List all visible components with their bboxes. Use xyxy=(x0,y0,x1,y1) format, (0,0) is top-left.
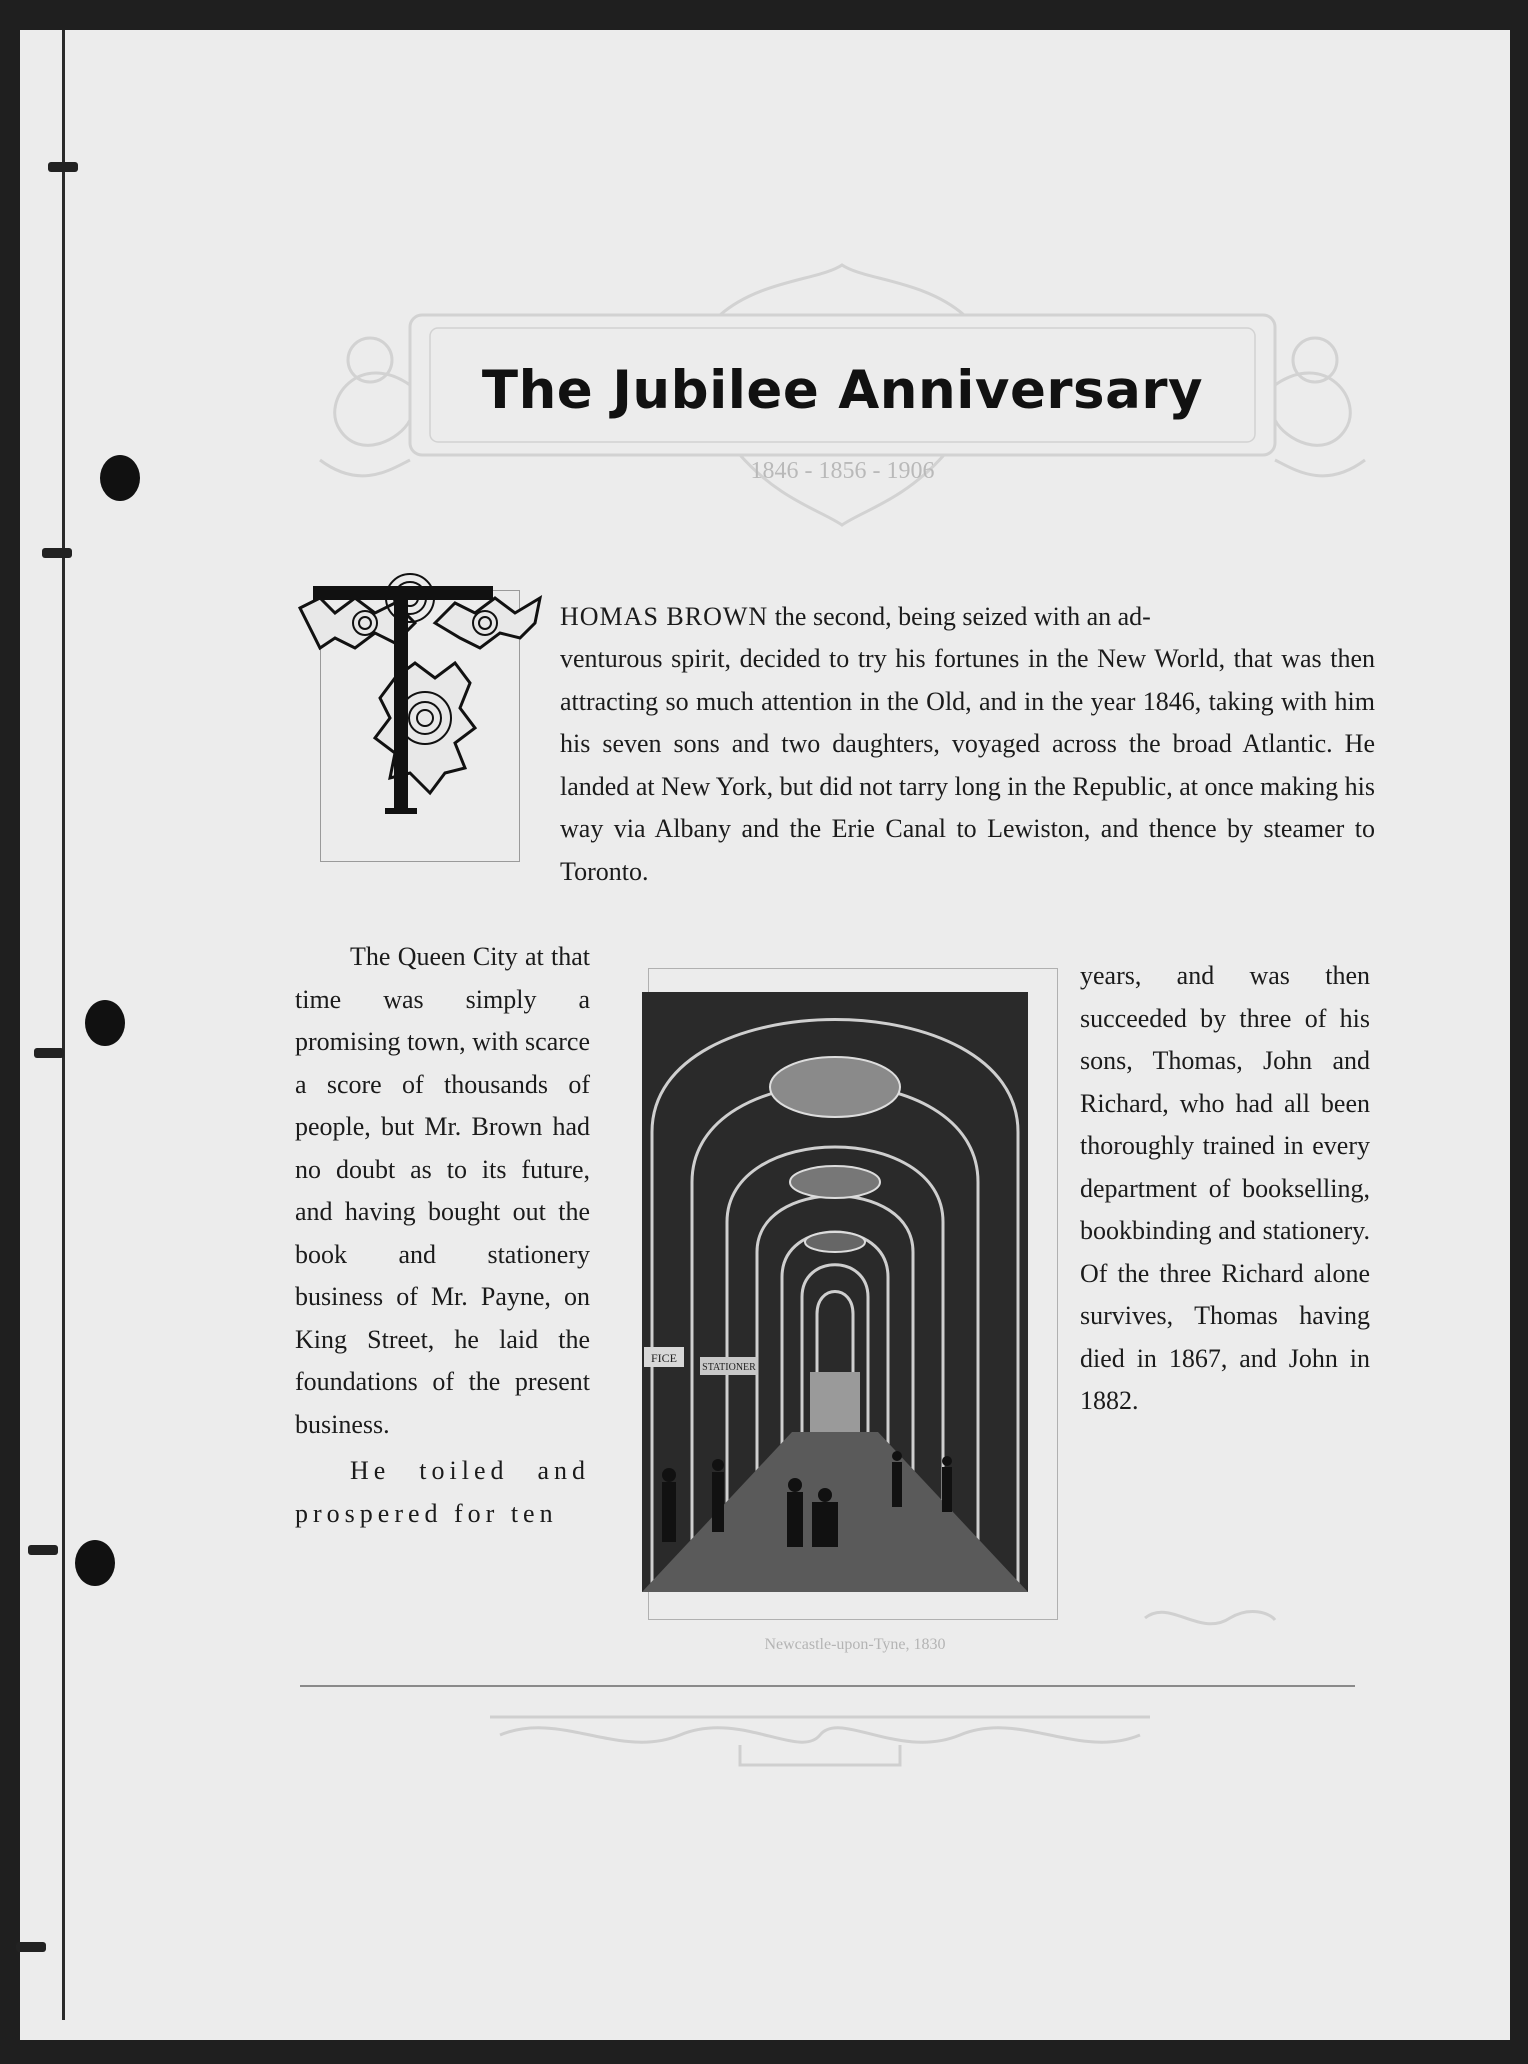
footer-ornament xyxy=(480,1705,1160,1775)
anniversary-years: 1846 - 1856 - 1906 xyxy=(750,458,935,484)
holly-leaf-icon xyxy=(295,568,555,828)
arcade-illustration-icon xyxy=(642,992,1028,1592)
left-paragraph-2: He toiled and prospered for ten xyxy=(295,1456,590,1528)
punch-hole xyxy=(85,1000,125,1046)
intro-small-caps: HOMAS BROWN xyxy=(560,602,769,631)
shop-sign-2: STATIONER xyxy=(702,1362,756,1373)
binding-ring xyxy=(34,1048,64,1058)
right-column xyxy=(1080,955,1370,1423)
page-title: The Jubilee Anniversary xyxy=(481,360,1204,421)
intro-paragraph xyxy=(560,638,1375,893)
right-paragraph: years, and was then succeeded by three of his sons, Thomas, John and Richard, who had all been thoroughly trained in every department of bookselling, bookbinding and stationery. Of the three Richard alone survives, Thomas having died in 1867, and John in 1882. xyxy=(1080,961,1370,1415)
binding-ring xyxy=(42,548,72,558)
punch-hole xyxy=(75,1540,115,1586)
binding-ring xyxy=(28,1545,58,1555)
intro-first-line xyxy=(560,596,1375,639)
shop-sign-1: FICE xyxy=(650,1351,678,1365)
left-column xyxy=(295,936,590,1535)
flourish-ornament xyxy=(1140,1598,1280,1638)
punch-hole xyxy=(100,455,140,501)
figure-caption: Newcastle-upon-Tyne, 1830 xyxy=(764,1636,946,1653)
arcade-engraving xyxy=(642,992,1028,1592)
binding-ring xyxy=(16,1942,46,1952)
dropcap-ornament xyxy=(295,568,555,828)
intro-rest-text: venturous spirit, decided to try his fortunes in the New World, that was then attracting so much attention in the Old, and in the year 1846, taking with him his seven sons and two daughters, voyaged across the broad Atlantic. He landed at New York, but did not tarry long in the Republic, at once making his way via Albany and the Erie Canal to Lewiston, and thence by steamer to Toronto. xyxy=(560,644,1375,886)
left-paragraph-1: The Queen City at that time was simply a promising town, with scarce a score of thousands of people, but Mr. Brown had no doubt as to its future, and having bought out the book and stationery business of Mr. Payne, on King Street, he laid the foundations of the present business. xyxy=(295,942,590,1439)
footer-rule xyxy=(300,1685,1355,1687)
title-cartouche xyxy=(300,260,1385,540)
binding-line xyxy=(62,30,65,2020)
binding-ring xyxy=(48,162,78,172)
intro-first-text: the second, being seized with an ad- xyxy=(768,602,1151,631)
